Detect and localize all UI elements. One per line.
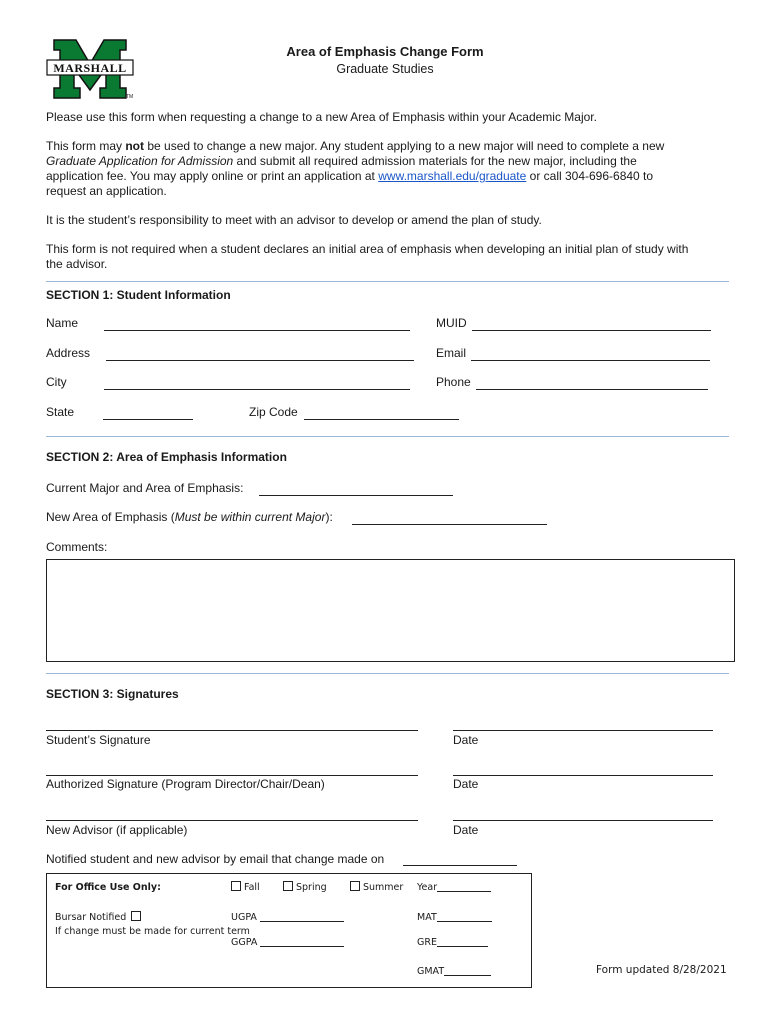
checkbox-icon: [231, 881, 241, 891]
address-field[interactable]: [106, 360, 414, 361]
p2-text: and submit all required admission materials for the new major, including the: [233, 154, 637, 168]
gre-label: GRE: [417, 937, 437, 948]
year-label: Year: [417, 882, 438, 893]
student-date-line[interactable]: [453, 730, 713, 731]
section-divider: [46, 673, 729, 674]
fall-checkbox[interactable]: [231, 881, 260, 893]
p2-text: This form may: [46, 139, 126, 153]
muid-label: MUID: [436, 316, 467, 330]
checkbox-icon: [131, 911, 141, 921]
form-updated-date: Form updated 8/28/2021: [596, 964, 727, 976]
city-field[interactable]: [104, 389, 410, 390]
phone-label: Phone: [436, 375, 471, 389]
bursar-checkbox[interactable]: [55, 911, 144, 923]
ggpa-field[interactable]: [231, 936, 344, 948]
zip-field[interactable]: [304, 419, 459, 420]
intro-paragraph-4: [46, 242, 746, 272]
authorized-signature-line[interactable]: [46, 775, 418, 776]
address-label: Address: [46, 346, 91, 360]
marshall-logo: [46, 38, 134, 100]
new-emphasis-italic: Must be within current Major: [174, 510, 326, 524]
checkbox-icon: [283, 881, 293, 891]
name-field[interactable]: [104, 330, 410, 331]
email-field[interactable]: [471, 360, 710, 361]
p2-text: application fee. You may apply online or print an application at: [46, 169, 379, 183]
graduate-link[interactable]: www.marshall.edu/graduate: [378, 169, 527, 183]
ugpa-label: UGPA: [231, 912, 257, 923]
authorized-date-label: Date: [453, 777, 479, 791]
zip-label: Zip Code: [249, 405, 298, 419]
new-emphasis-text: New Area of Emphasis (: [46, 510, 175, 524]
office-title: For Office Use Only:: [55, 882, 161, 893]
section-divider: [46, 281, 729, 282]
student-signature-label: Student’s Signature: [46, 733, 151, 747]
summer-checkbox[interactable]: [350, 881, 403, 893]
authorized-signature-label: Authorized Signature (Program Director/Chair/Dean): [46, 777, 325, 791]
office-use-box: [46, 873, 532, 988]
name-label: Name: [46, 316, 79, 330]
gmat-field[interactable]: [417, 965, 491, 977]
section1-heading: SECTION 1: Student Information: [46, 288, 231, 302]
advisor-signature-line[interactable]: [46, 820, 418, 821]
authorized-date-line[interactable]: [453, 775, 713, 776]
state-label: State: [46, 405, 75, 419]
spring-label: Spring: [296, 882, 327, 893]
p2-italic: Graduate Application for Admission: [46, 154, 234, 168]
ugpa-field[interactable]: [231, 911, 344, 923]
form-title: Area of Emphasis Change Form: [286, 44, 484, 59]
email-label: Email: [436, 346, 467, 360]
p2-text: request an application.: [46, 184, 167, 198]
intro-paragraph-2: [46, 139, 746, 199]
current-major-label: Current Major and Area of Emphasis:: [46, 481, 244, 495]
student-signature-line[interactable]: [46, 730, 418, 731]
advisor-date-label: Date: [453, 823, 479, 837]
intro-paragraph-1: Please use this form when requesting a change to a new Area of Emphasis within your Academic Major.: [46, 110, 597, 124]
muid-field[interactable]: [472, 330, 711, 331]
section2-heading: SECTION 2: Area of Emphasis Information: [46, 450, 287, 464]
p2-bold: not: [125, 139, 144, 153]
ggpa-label: GGPA: [231, 937, 258, 948]
mat-label: MAT: [417, 912, 437, 923]
notified-date-field[interactable]: [403, 865, 517, 866]
city-label: City: [46, 375, 67, 389]
p4-text: This form is not required when a student declares an initial area of emphasis when developing an initial plan of study with: [46, 242, 689, 256]
logo-trademark: TM: [126, 94, 134, 100]
form-subtitle: Graduate Studies: [336, 62, 434, 76]
fall-label: Fall: [244, 882, 260, 893]
p2-text: be used to change a new major. Any student applying to a new major will need to complete a new: [144, 139, 665, 153]
p2-text: or call 304-696-6840 to: [526, 169, 654, 183]
section3-heading: SECTION 3: Signatures: [46, 687, 179, 701]
advisor-date-line[interactable]: [453, 820, 713, 821]
comments-label: Comments:: [46, 540, 108, 554]
phone-field[interactable]: [476, 389, 708, 390]
advisor-label: New Advisor (if applicable): [46, 823, 188, 837]
checkbox-icon: [350, 881, 360, 891]
section-divider: [46, 436, 729, 437]
notified-label: Notified student and new advisor by email that change made on: [46, 852, 385, 866]
bursar-label: Bursar Notified: [55, 912, 127, 923]
current-major-field[interactable]: [259, 495, 453, 496]
summer-label: Summer: [363, 882, 404, 893]
gmat-label: GMAT: [417, 966, 445, 977]
p4-text: the advisor.: [46, 257, 108, 271]
mat-field[interactable]: [417, 911, 492, 923]
student-date-label: Date: [453, 733, 479, 747]
spring-checkbox[interactable]: [283, 881, 327, 893]
new-emphasis-label: [46, 510, 333, 524]
gre-field[interactable]: [417, 936, 488, 948]
comments-box[interactable]: [46, 559, 735, 662]
intro-paragraph-3: It is the student’s responsibility to meet with an advisor to develop or amend the plan of study.: [46, 213, 542, 227]
new-emphasis-text: ):: [325, 510, 333, 524]
bursar-note: If change must be made for current term: [55, 926, 250, 937]
year-field[interactable]: [417, 881, 491, 893]
new-emphasis-field[interactable]: [352, 524, 547, 525]
logo-text: MARSHALL: [53, 61, 127, 75]
state-field[interactable]: [103, 419, 193, 420]
